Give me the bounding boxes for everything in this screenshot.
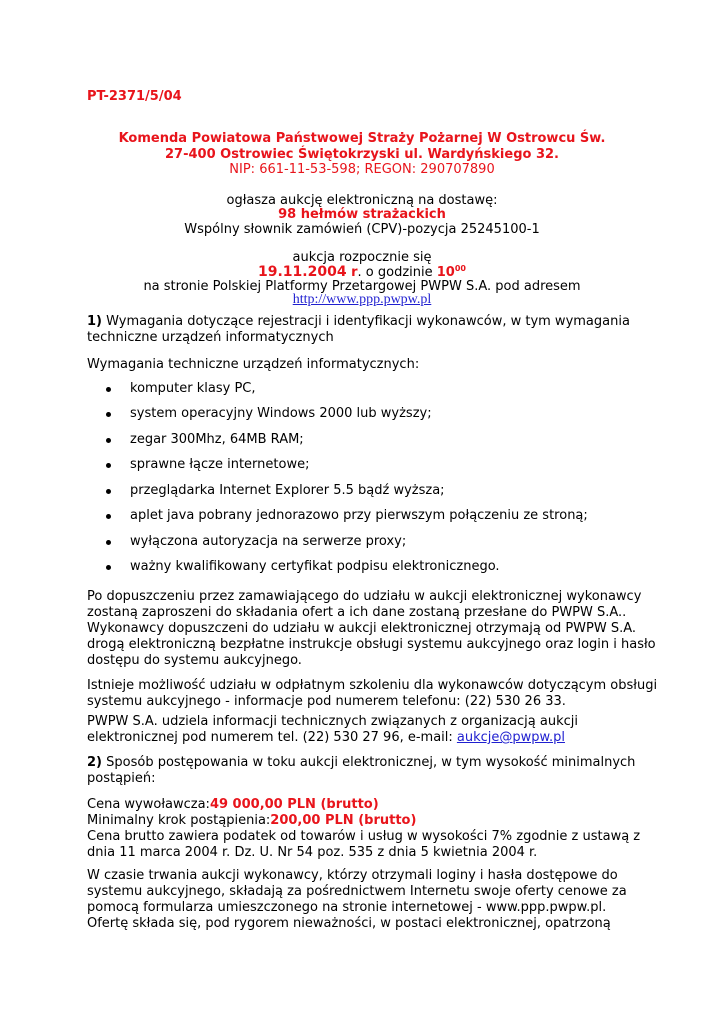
issuer-tax-ids: NIP: 661-11-53-598; REGON: 290707890: [229, 162, 495, 177]
paragraph-line: drogą elektroniczną bezpłatne instrukcje obsługi systemu aukcyjnego oraz login i hasło: [87, 637, 656, 652]
email-link[interactable]: aukcje@pwpw.pl: [456, 730, 565, 745]
start-at-hour: . o godzinie: [357, 265, 437, 280]
paragraph-line: dostępu do systemu aukcyjnego.: [87, 653, 302, 668]
starting-price-line: [87, 797, 647, 813]
platform-url-link[interactable]: http://www.ppp.pwpw.pl: [292, 292, 432, 307]
starting-price-label: Cena wywoławcza:: [87, 797, 210, 812]
requirement-item: sprawne łącze internetowe;: [130, 457, 310, 472]
paragraph-line: Wykonawcy dopuszczeni do udziału w aukcji elektronicznej otrzymają od PWPW S.A.: [87, 621, 637, 636]
requirement-item: system operacyjny Windows 2000 lub wyższy;: [130, 406, 432, 421]
section-2-heading: [87, 755, 647, 787]
section-1-heading: [87, 314, 647, 346]
requirement-item: wyłączona autoryzacja na serwerze proxy;: [130, 534, 407, 549]
paragraph-line: Istnieje możliwość udziału w odpłatnym szkoleniu dla wykonawców dotyczącym obsługi: [87, 678, 658, 693]
training-paragraph: [87, 678, 658, 710]
auction-item: 98 hełmów strażackich: [278, 207, 446, 222]
bullet-icon: [106, 438, 111, 443]
paragraph-line: dnia 11 marca 2004 r. Dz. U. Nr 54 poz. 535 z dnia 5 kwietnia 2004 r.: [87, 845, 538, 860]
paragraph-line: zostaną zaproszeni do składania ofert a ich dane zostaną przesłane do PWPW S.A..: [87, 605, 627, 620]
pricing-block: [87, 797, 647, 861]
section-2-title: Sposób postępowania w toku aukcji elektronicznej, w tym wysokość minimalnych postąpień:: [87, 755, 636, 786]
bullet-icon: [106, 387, 111, 392]
bullet-icon: [106, 514, 111, 519]
platform-info: na stronie Polskiej Platformy Przetargowej PWPW S.A. pod adresem: [143, 279, 581, 294]
start-hour: 10: [436, 265, 455, 280]
start-minutes: 00: [454, 264, 466, 273]
paragraph-line: W czasie trwania aukcji wykonawcy, którzy otrzymali loginy i hasła dostępowe do: [87, 868, 618, 883]
section-2-number: 2): [87, 755, 102, 770]
start-date: 19.11.2004: [258, 264, 347, 280]
bullet-icon: [106, 489, 111, 494]
start-date-suffix: r: [346, 265, 358, 280]
bullet-icon: [106, 463, 111, 468]
requirement-item: zegar 300Mhz, 64MB RAM;: [130, 432, 304, 447]
issuer-address: 27-400 Ostrowiec Świętokrzyski ul. Wardyńskiego 32.: [165, 147, 559, 162]
min-step-label: Minimalny krok postąpienia:: [87, 813, 271, 828]
requirement-item: komputer klasy PC,: [130, 381, 256, 396]
bullet-icon: [106, 540, 111, 545]
min-step-line: [87, 813, 647, 829]
paragraph-line: Po dopuszczeniu przez zamawiającego do udziału w aukcji elektronicznej wykonawcy: [87, 589, 642, 604]
requirements-title: Wymagania techniczne urządzeń informatycznych:: [87, 357, 420, 372]
paragraph-line: systemu aukcyjnego - informacje pod numerem telefonu: (22) 530 26 33.: [87, 694, 566, 709]
paragraph-line: Ofertę składa się, pod rygorem nieważności, w postaci elektronicznej, opatrzoną: [87, 916, 611, 931]
start-intro: aukcja rozpocznie się: [292, 250, 432, 265]
requirement-item: przeglądarka Internet Explorer 5.5 bądź wyższa;: [130, 483, 445, 498]
bullet-icon: [106, 412, 111, 417]
issuer-name: Komenda Powiatowa Państwowej Straży Pożarnej W Ostrowcu Św.: [118, 131, 606, 146]
contact-text: elektronicznej pod numerem tel. (22) 530 27 96, e-mail:: [87, 730, 457, 745]
section-1-title: Wymagania dotyczące rejestracji i identyfikacji wykonawców, w tym wymagania techniczne urządzeń informatycznych: [87, 314, 630, 345]
admission-paragraph: [87, 589, 656, 669]
platform-url-line: [87, 292, 637, 308]
announce-intro: ogłasza aukcję elektroniczną na dostawę:: [226, 193, 498, 208]
section-1-number: 1): [87, 314, 102, 329]
bullet-icon: [106, 565, 111, 570]
bidding-paragraph: [87, 868, 647, 932]
paragraph-line: pomocą formularza umieszczonego na stronie internetowej - www.ppp.pwpw.pl.: [87, 900, 607, 915]
paragraph-line: [87, 730, 647, 746]
technical-info-paragraph: [87, 714, 647, 746]
paragraph-line: PWPW S.A. udziela informacji technicznych związanych z organizacją aukcji: [87, 714, 578, 729]
requirement-item: aplet java pobrany jednorazowo przy pierwszym połączeniu ze stroną;: [130, 508, 588, 523]
paragraph-line: systemu aukcyjnego, składają za pośrednictwem Internetu swoje oferty cenowe za: [87, 884, 627, 899]
document-number: PT-2371/5/04: [87, 89, 182, 104]
starting-price-value: 49 000,00 PLN (brutto): [209, 797, 379, 812]
min-step-value: 200,00 PLN (brutto): [270, 813, 417, 828]
requirement-item: ważny kwalifikowany certyfikat podpisu elektronicznego.: [130, 559, 500, 574]
cpv-code: Wspólny słownik zamówień (CPV)-pozycja 25245100-1: [184, 222, 540, 237]
paragraph-line: Cena brutto zawiera podatek od towarów i usług w wysokości 7% zgodnie z ustawą z: [87, 829, 641, 844]
